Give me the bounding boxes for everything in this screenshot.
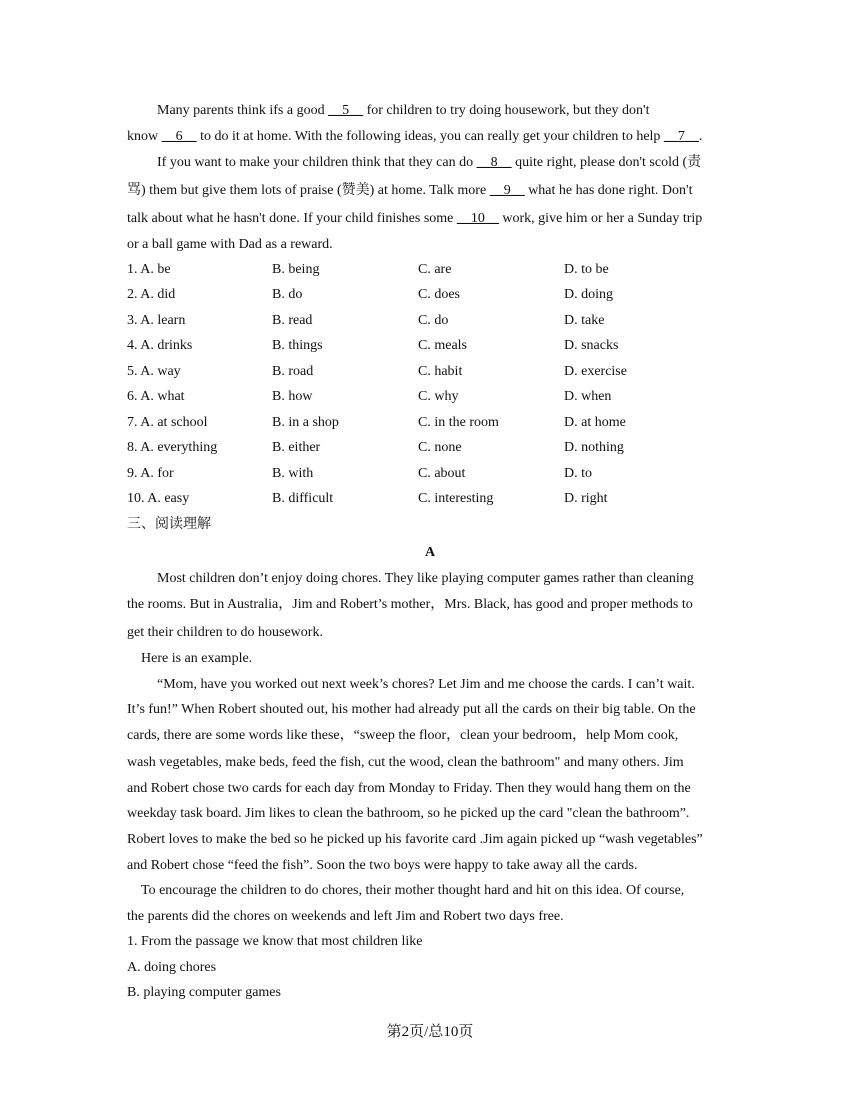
reading-line: get their children to do housework. — [127, 625, 323, 640]
option-d: D. when — [564, 389, 612, 404]
cloze-line — [157, 154, 701, 172]
option-b: B. difficult — [272, 491, 334, 506]
option-d: D. right — [564, 491, 608, 506]
reading-line: Here is an example. — [141, 651, 253, 666]
option-b: B. being — [272, 262, 320, 277]
reading-line: the rooms. But in Australia，Jim and Robert’s mother，Mrs. Black, has good and proper methods to — [127, 597, 693, 612]
blank-6: __6__ — [161, 129, 197, 144]
blank-10: __10__ — [456, 211, 499, 226]
option-c: C. habit — [418, 364, 463, 379]
option-d: D. snacks — [564, 338, 619, 353]
option-b: B. do — [272, 287, 303, 302]
reading-line: To encourage the children to do chores, their mother thought hard and hit on this idea. Of course, — [141, 883, 685, 898]
option-c: C. why — [418, 389, 459, 404]
option-a: 2. A. did — [127, 287, 176, 302]
option-d: D. nothing — [564, 440, 624, 455]
option-a: 5. A. way — [127, 364, 181, 379]
reading-line: Robert loves to make the bed so he picked up his favorite card .Jim again picked up “wash vegetables” — [127, 832, 703, 847]
option-a: 6. A. what — [127, 389, 185, 404]
option-d: D. take — [564, 313, 605, 328]
text: Many parents think ifs a good — [157, 103, 329, 118]
reading-line: cards, there are some words like these，“sweep the floor，clean your bedroom，help Mom cook, — [127, 728, 679, 743]
option-a: 3. A. learn — [127, 313, 186, 328]
option-a: 7. A. at school — [127, 415, 208, 430]
text: talk about what he hasn't done. If your child finishes some — [127, 211, 457, 226]
section-title: 三、阅读理解 — [127, 517, 211, 532]
option-c: C. about — [418, 466, 466, 481]
reading-line: and Robert chose “feed the fish”. Soon the two boys were happy to take away all the cards. — [127, 858, 638, 873]
option-b: B. road — [272, 364, 314, 379]
option-b: B. either — [272, 440, 321, 455]
reading-line: weekday task board. Jim likes to clean the bathroom, so he picked up the card "clean the bathroom”. — [127, 806, 690, 821]
cloze-line — [157, 102, 649, 120]
blank-7: __7__ — [663, 129, 699, 144]
option-d: D. to be — [564, 262, 609, 277]
option-b: B. read — [272, 313, 313, 328]
text: know — [127, 129, 162, 144]
option-c: C. do — [418, 313, 449, 328]
option-d: D. at home — [564, 415, 626, 430]
option-c: C. interesting — [418, 491, 494, 506]
reading-line: wash vegetables, make beds, feed the fish, cut the wood, clean the bathroom" and many others. Jim — [127, 755, 684, 770]
option-b: B. things — [272, 338, 323, 353]
question-stem: 1. From the passage we know that most children like — [127, 934, 423, 949]
option-c: C. none — [418, 440, 462, 455]
text: quite right, please don't scold (责 — [511, 155, 702, 170]
option-b: B. with — [272, 466, 314, 481]
option-d: D. doing — [564, 287, 613, 302]
option-a: 8. A. everything — [127, 440, 218, 455]
text: to do it at home. With the following ideas, you can really get your children to help — [196, 129, 664, 144]
option-b: B. how — [272, 389, 313, 404]
reading-line: the parents did the chores on weekends and left Jim and Robert two days free. — [127, 909, 564, 924]
option-b: B. in a shop — [272, 415, 339, 430]
text: what he has done right. Don't — [524, 183, 693, 198]
blank-5: __5__ — [328, 103, 364, 118]
text: work, give him or her a Sunday trip — [498, 211, 703, 226]
option-d: D. to — [564, 466, 592, 481]
passage-label: A — [424, 545, 436, 560]
cloze-line: or a ball game with Dad as a reward. — [127, 237, 333, 252]
question-choice: A. doing chores — [127, 960, 217, 975]
reading-line: Most children don’t enjoy doing chores. They like playing computer games rather than cleaning — [157, 571, 694, 586]
option-c: C. does — [418, 287, 460, 302]
cloze-line — [127, 210, 702, 228]
option-a: 4. A. drinks — [127, 338, 193, 353]
option-a: 10. A. easy — [127, 491, 190, 506]
question-choice: B. playing computer games — [127, 985, 281, 1000]
text: If you want to make your children think that they can do — [157, 155, 477, 170]
text: for children to try doing housework, but they don't — [363, 103, 650, 118]
blank-8: __8__ — [476, 155, 512, 170]
option-c: C. are — [418, 262, 452, 277]
option-a: 1. A. be — [127, 262, 171, 277]
option-c: C. in the room — [418, 415, 499, 430]
text: 骂) them but give them lots of praise (赞美) at home. Talk more — [127, 183, 490, 198]
blank-9: __9__ — [489, 183, 525, 198]
cloze-line — [127, 182, 692, 200]
option-c: C. meals — [418, 338, 467, 353]
reading-line: It’s fun!” When Robert shouted out, his mother had already put all the cards on their big table. On the — [127, 702, 696, 717]
reading-line: and Robert chose two cards for each day from Monday to Friday. Then they would hang them on the — [127, 781, 691, 796]
option-a: 9. A. for — [127, 466, 174, 481]
text: . — [698, 129, 703, 144]
page-number: 第2页/总10页 — [386, 1024, 474, 1040]
reading-line: “Mom, have you worked out next week’s chores? Let Jim and me choose the cards. I can’t wait. — [157, 677, 695, 692]
option-d: D. exercise — [564, 364, 627, 379]
cloze-line — [127, 128, 702, 146]
